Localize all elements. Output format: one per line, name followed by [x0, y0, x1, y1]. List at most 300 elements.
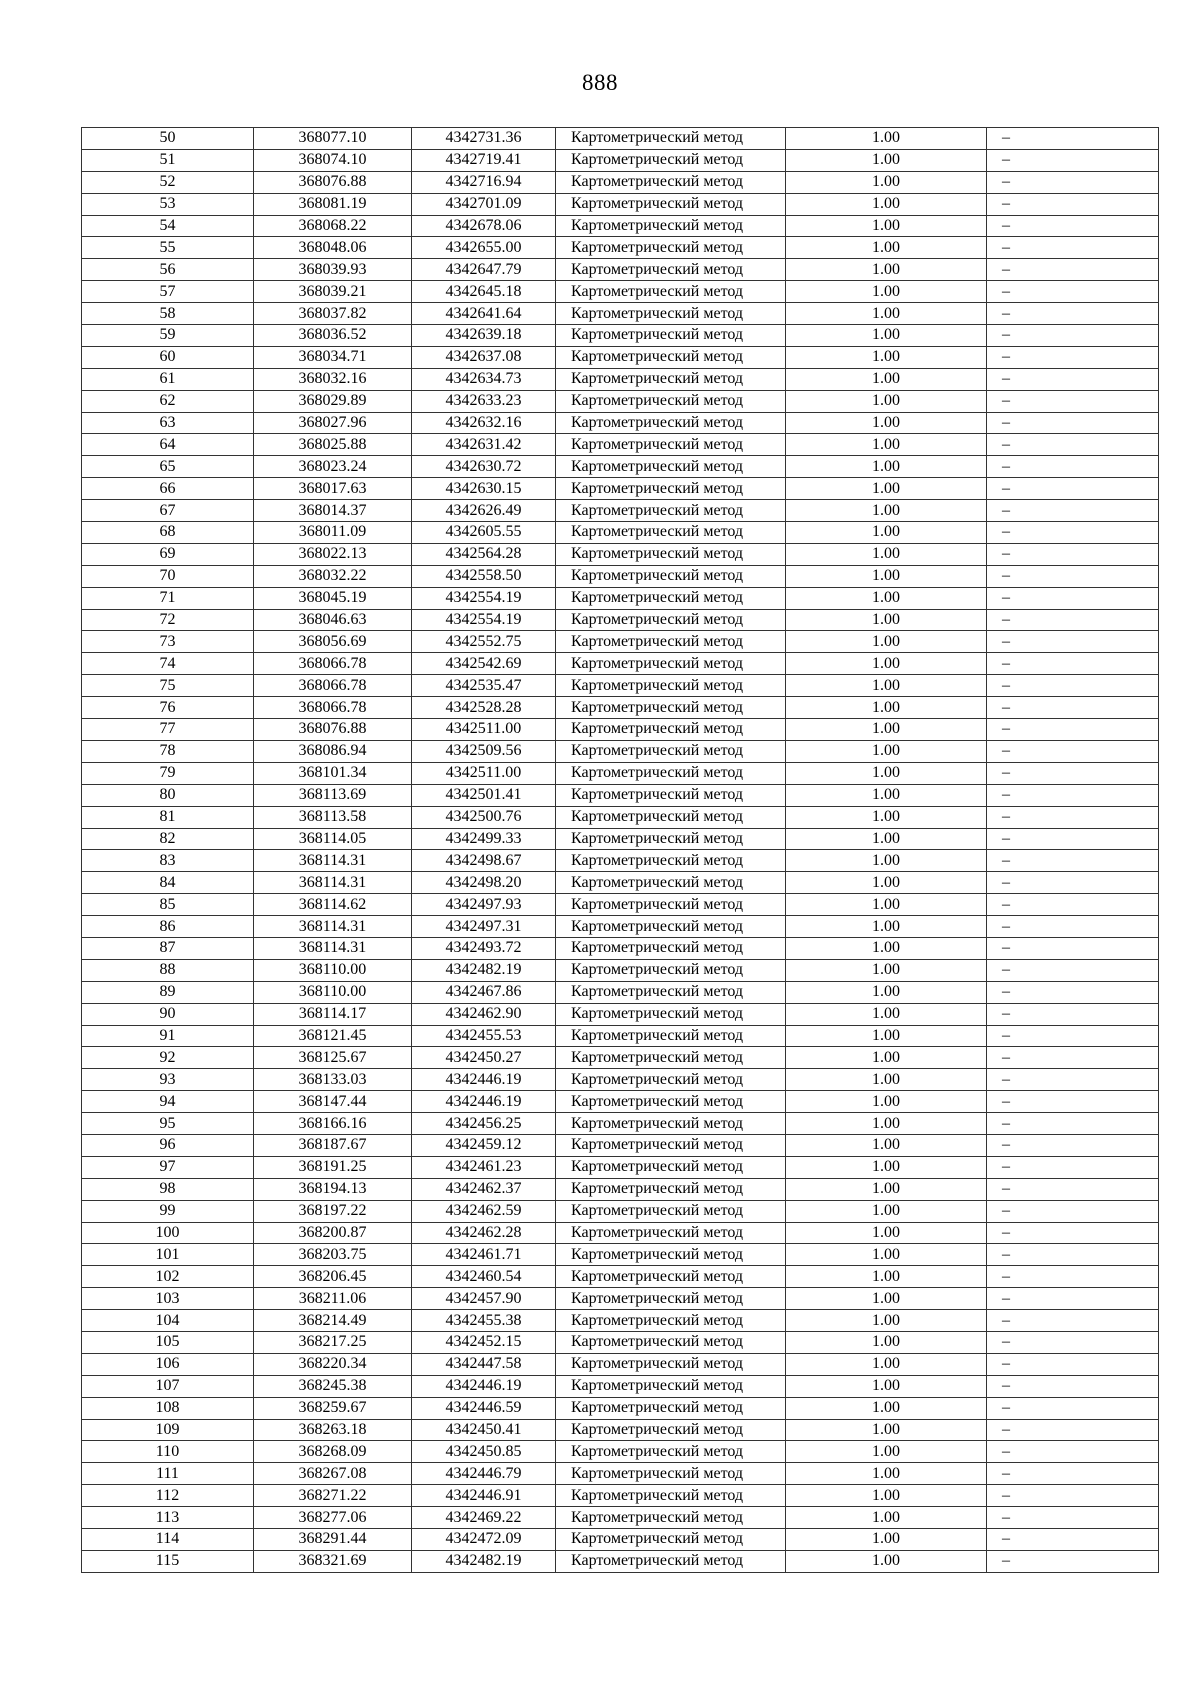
- x-coordinate-cell: 368194.13: [254, 1178, 412, 1200]
- x-coordinate-cell: 368125.67: [254, 1047, 412, 1069]
- x-coordinate-cell: 368114.17: [254, 1003, 412, 1025]
- table-row: [82, 1463, 1159, 1485]
- x-coordinate-cell: 368113.69: [254, 784, 412, 806]
- accuracy-cell: 1.00: [786, 1244, 987, 1266]
- accuracy-cell: 1.00: [786, 806, 987, 828]
- table-row: [82, 368, 1159, 390]
- y-coordinate-cell: 4342634.73: [412, 368, 556, 390]
- note-cell: –: [987, 587, 1159, 609]
- method-cell: Картометрический метод: [556, 587, 786, 609]
- method-cell: Картометрический метод: [556, 1222, 786, 1244]
- note-cell: –: [987, 631, 1159, 653]
- note-cell: –: [987, 149, 1159, 171]
- method-cell: Картометрический метод: [556, 171, 786, 193]
- table-row: [82, 587, 1159, 609]
- x-coordinate-cell: 368245.38: [254, 1375, 412, 1397]
- note-cell: –: [987, 281, 1159, 303]
- x-coordinate-cell: 368074.10: [254, 149, 412, 171]
- accuracy-cell: 1.00: [786, 784, 987, 806]
- method-cell: Картометрический метод: [556, 1485, 786, 1507]
- table-row: [82, 456, 1159, 478]
- method-cell: Картометрический метод: [556, 215, 786, 237]
- x-coordinate-cell: 368147.44: [254, 1091, 412, 1113]
- point-number-cell: 106: [82, 1353, 254, 1375]
- accuracy-cell: 1.00: [786, 1353, 987, 1375]
- y-coordinate-cell: 4342564.28: [412, 543, 556, 565]
- point-number-cell: 98: [82, 1178, 254, 1200]
- method-cell: Картометрический метод: [556, 390, 786, 412]
- accuracy-cell: 1.00: [786, 128, 987, 150]
- y-coordinate-cell: 4342678.06: [412, 215, 556, 237]
- method-cell: Картометрический метод: [556, 1331, 786, 1353]
- note-cell: –: [987, 1353, 1159, 1375]
- x-coordinate-cell: 368076.88: [254, 171, 412, 193]
- accuracy-cell: 1.00: [786, 1375, 987, 1397]
- y-coordinate-cell: 4342605.55: [412, 522, 556, 544]
- y-coordinate-cell: 4342482.19: [412, 1550, 556, 1572]
- point-number-cell: 107: [82, 1375, 254, 1397]
- note-cell: –: [987, 215, 1159, 237]
- y-coordinate-cell: 4342500.76: [412, 806, 556, 828]
- table-row: [82, 1485, 1159, 1507]
- x-coordinate-cell: 368259.67: [254, 1397, 412, 1419]
- note-cell: –: [987, 1310, 1159, 1332]
- note-cell: –: [987, 981, 1159, 1003]
- table-row: [82, 543, 1159, 565]
- method-cell: Картометрический метод: [556, 1178, 786, 1200]
- table-row: [82, 675, 1159, 697]
- x-coordinate-cell: 368200.87: [254, 1222, 412, 1244]
- coordinates-table-body: [82, 128, 1159, 1573]
- y-coordinate-cell: 4342498.67: [412, 850, 556, 872]
- y-coordinate-cell: 4342450.41: [412, 1419, 556, 1441]
- accuracy-cell: 1.00: [786, 478, 987, 500]
- note-cell: –: [987, 128, 1159, 150]
- accuracy-cell: 1.00: [786, 1091, 987, 1113]
- point-number-cell: 77: [82, 719, 254, 741]
- note-cell: –: [987, 719, 1159, 741]
- table-row: [82, 1331, 1159, 1353]
- y-coordinate-cell: 4342501.41: [412, 784, 556, 806]
- method-cell: Картометрический метод: [556, 456, 786, 478]
- method-cell: Картометрический метод: [556, 412, 786, 434]
- method-cell: Картометрический метод: [556, 1200, 786, 1222]
- note-cell: –: [987, 478, 1159, 500]
- point-number-cell: 54: [82, 215, 254, 237]
- x-coordinate-cell: 368187.67: [254, 1134, 412, 1156]
- table-row: [82, 281, 1159, 303]
- method-cell: Картометрический метод: [556, 1266, 786, 1288]
- y-coordinate-cell: 4342459.12: [412, 1134, 556, 1156]
- accuracy-cell: 1.00: [786, 1069, 987, 1091]
- y-coordinate-cell: 4342460.54: [412, 1266, 556, 1288]
- note-cell: –: [987, 1156, 1159, 1178]
- note-cell: –: [987, 390, 1159, 412]
- method-cell: Картометрический метод: [556, 325, 786, 347]
- x-coordinate-cell: 368191.25: [254, 1156, 412, 1178]
- x-coordinate-cell: 368045.19: [254, 587, 412, 609]
- x-coordinate-cell: 368011.09: [254, 522, 412, 544]
- y-coordinate-cell: 4342462.59: [412, 1200, 556, 1222]
- accuracy-cell: 1.00: [786, 193, 987, 215]
- point-number-cell: 86: [82, 916, 254, 938]
- accuracy-cell: 1.00: [786, 1156, 987, 1178]
- table-row: [82, 346, 1159, 368]
- table-row: [82, 478, 1159, 500]
- point-number-cell: 95: [82, 1113, 254, 1135]
- point-number-cell: 79: [82, 762, 254, 784]
- y-coordinate-cell: 4342552.75: [412, 631, 556, 653]
- y-coordinate-cell: 4342493.72: [412, 937, 556, 959]
- point-number-cell: 99: [82, 1200, 254, 1222]
- accuracy-cell: 1.00: [786, 1113, 987, 1135]
- point-number-cell: 53: [82, 193, 254, 215]
- x-coordinate-cell: 368037.82: [254, 303, 412, 325]
- method-cell: Картометрический метод: [556, 1441, 786, 1463]
- accuracy-cell: 1.00: [786, 1397, 987, 1419]
- x-coordinate-cell: 368291.44: [254, 1529, 412, 1551]
- table-row: [82, 1310, 1159, 1332]
- table-row: [82, 1113, 1159, 1135]
- y-coordinate-cell: 4342511.00: [412, 719, 556, 741]
- point-number-cell: 81: [82, 806, 254, 828]
- accuracy-cell: 1.00: [786, 937, 987, 959]
- x-coordinate-cell: 368036.52: [254, 325, 412, 347]
- accuracy-cell: 1.00: [786, 1507, 987, 1529]
- method-cell: Картометрический метод: [556, 981, 786, 1003]
- y-coordinate-cell: 4342558.50: [412, 565, 556, 587]
- y-coordinate-cell: 4342655.00: [412, 237, 556, 259]
- accuracy-cell: 1.00: [786, 1288, 987, 1310]
- y-coordinate-cell: 4342641.64: [412, 303, 556, 325]
- point-number-cell: 50: [82, 128, 254, 150]
- method-cell: Картометрический метод: [556, 1550, 786, 1572]
- note-cell: –: [987, 237, 1159, 259]
- y-coordinate-cell: 4342452.15: [412, 1331, 556, 1353]
- y-coordinate-cell: 4342497.93: [412, 894, 556, 916]
- x-coordinate-cell: 368114.05: [254, 828, 412, 850]
- y-coordinate-cell: 4342647.79: [412, 259, 556, 281]
- method-cell: Картометрический метод: [556, 675, 786, 697]
- accuracy-cell: 1.00: [786, 171, 987, 193]
- point-number-cell: 60: [82, 346, 254, 368]
- accuracy-cell: 1.00: [786, 675, 987, 697]
- y-coordinate-cell: 4342631.42: [412, 434, 556, 456]
- table-row: [82, 697, 1159, 719]
- note-cell: –: [987, 1113, 1159, 1135]
- method-cell: Картометрический метод: [556, 784, 786, 806]
- method-cell: Картометрический метод: [556, 872, 786, 894]
- accuracy-cell: 1.00: [786, 1550, 987, 1572]
- table-row: [82, 1244, 1159, 1266]
- accuracy-cell: 1.00: [786, 1134, 987, 1156]
- y-coordinate-cell: 4342457.90: [412, 1288, 556, 1310]
- accuracy-cell: 1.00: [786, 719, 987, 741]
- accuracy-cell: 1.00: [786, 828, 987, 850]
- y-coordinate-cell: 4342462.28: [412, 1222, 556, 1244]
- note-cell: –: [987, 1529, 1159, 1551]
- method-cell: Картометрический метод: [556, 609, 786, 631]
- y-coordinate-cell: 4342456.25: [412, 1113, 556, 1135]
- accuracy-cell: 1.00: [786, 609, 987, 631]
- y-coordinate-cell: 4342630.15: [412, 478, 556, 500]
- table-row: [82, 303, 1159, 325]
- note-cell: –: [987, 565, 1159, 587]
- point-number-cell: 101: [82, 1244, 254, 1266]
- method-cell: Картометрический метод: [556, 434, 786, 456]
- accuracy-cell: 1.00: [786, 697, 987, 719]
- y-coordinate-cell: 4342462.37: [412, 1178, 556, 1200]
- accuracy-cell: 1.00: [786, 872, 987, 894]
- method-cell: Картометрический метод: [556, 631, 786, 653]
- point-number-cell: 100: [82, 1222, 254, 1244]
- x-coordinate-cell: 368114.31: [254, 937, 412, 959]
- table-row: [82, 390, 1159, 412]
- point-number-cell: 105: [82, 1331, 254, 1353]
- point-number-cell: 103: [82, 1288, 254, 1310]
- y-coordinate-cell: 4342446.91: [412, 1485, 556, 1507]
- y-coordinate-cell: 4342499.33: [412, 828, 556, 850]
- point-number-cell: 113: [82, 1507, 254, 1529]
- point-number-cell: 88: [82, 959, 254, 981]
- table-row: [82, 653, 1159, 675]
- point-number-cell: 59: [82, 325, 254, 347]
- point-number-cell: 91: [82, 1025, 254, 1047]
- point-number-cell: 80: [82, 784, 254, 806]
- note-cell: –: [987, 828, 1159, 850]
- x-coordinate-cell: 368263.18: [254, 1419, 412, 1441]
- method-cell: Картометрический метод: [556, 719, 786, 741]
- accuracy-cell: 1.00: [786, 325, 987, 347]
- table-row: [82, 1091, 1159, 1113]
- y-coordinate-cell: 4342542.69: [412, 653, 556, 675]
- accuracy-cell: 1.00: [786, 981, 987, 1003]
- x-coordinate-cell: 368077.10: [254, 128, 412, 150]
- x-coordinate-cell: 368211.06: [254, 1288, 412, 1310]
- point-number-cell: 110: [82, 1441, 254, 1463]
- x-coordinate-cell: 368206.45: [254, 1266, 412, 1288]
- x-coordinate-cell: 368214.49: [254, 1310, 412, 1332]
- point-number-cell: 62: [82, 390, 254, 412]
- table-row: [82, 434, 1159, 456]
- point-number-cell: 87: [82, 937, 254, 959]
- point-number-cell: 58: [82, 303, 254, 325]
- table-row: [82, 128, 1159, 150]
- y-coordinate-cell: 4342630.72: [412, 456, 556, 478]
- accuracy-cell: 1.00: [786, 1310, 987, 1332]
- note-cell: –: [987, 346, 1159, 368]
- table-row: [82, 237, 1159, 259]
- method-cell: Картометрический метод: [556, 303, 786, 325]
- method-cell: Картометрический метод: [556, 128, 786, 150]
- method-cell: Картометрический метод: [556, 1134, 786, 1156]
- note-cell: –: [987, 456, 1159, 478]
- y-coordinate-cell: 4342450.27: [412, 1047, 556, 1069]
- point-number-cell: 70: [82, 565, 254, 587]
- x-coordinate-cell: 368068.22: [254, 215, 412, 237]
- point-number-cell: 90: [82, 1003, 254, 1025]
- accuracy-cell: 1.00: [786, 1441, 987, 1463]
- x-coordinate-cell: 368039.93: [254, 259, 412, 281]
- point-number-cell: 97: [82, 1156, 254, 1178]
- accuracy-cell: 1.00: [786, 456, 987, 478]
- note-cell: –: [987, 1397, 1159, 1419]
- method-cell: Картометрический метод: [556, 1091, 786, 1113]
- accuracy-cell: 1.00: [786, 303, 987, 325]
- coordinates-table: [81, 127, 1159, 1573]
- x-coordinate-cell: 368023.24: [254, 456, 412, 478]
- point-number-cell: 94: [82, 1091, 254, 1113]
- note-cell: –: [987, 1550, 1159, 1572]
- note-cell: –: [987, 1025, 1159, 1047]
- y-coordinate-cell: 4342455.38: [412, 1310, 556, 1332]
- y-coordinate-cell: 4342447.58: [412, 1353, 556, 1375]
- table-row: [82, 1507, 1159, 1529]
- note-cell: –: [987, 1244, 1159, 1266]
- x-coordinate-cell: 368321.69: [254, 1550, 412, 1572]
- y-coordinate-cell: 4342554.19: [412, 587, 556, 609]
- table-row: [82, 762, 1159, 784]
- y-coordinate-cell: 4342497.31: [412, 916, 556, 938]
- accuracy-cell: 1.00: [786, 434, 987, 456]
- method-cell: Картометрический метод: [556, 1244, 786, 1266]
- note-cell: –: [987, 171, 1159, 193]
- accuracy-cell: 1.00: [786, 522, 987, 544]
- method-cell: Картометрический метод: [556, 346, 786, 368]
- x-coordinate-cell: 368121.45: [254, 1025, 412, 1047]
- method-cell: Картометрический метод: [556, 565, 786, 587]
- method-cell: Картометрический метод: [556, 894, 786, 916]
- accuracy-cell: 1.00: [786, 587, 987, 609]
- table-row: [82, 1529, 1159, 1551]
- accuracy-cell: 1.00: [786, 1047, 987, 1069]
- table-row: [82, 1069, 1159, 1091]
- y-coordinate-cell: 4342462.90: [412, 1003, 556, 1025]
- point-number-cell: 67: [82, 500, 254, 522]
- note-cell: –: [987, 959, 1159, 981]
- y-coordinate-cell: 4342446.79: [412, 1463, 556, 1485]
- x-coordinate-cell: 368268.09: [254, 1441, 412, 1463]
- table-row: [82, 1550, 1159, 1572]
- x-coordinate-cell: 368032.22: [254, 565, 412, 587]
- point-number-cell: 51: [82, 149, 254, 171]
- x-coordinate-cell: 368048.06: [254, 237, 412, 259]
- point-number-cell: 56: [82, 259, 254, 281]
- note-cell: –: [987, 937, 1159, 959]
- point-number-cell: 96: [82, 1134, 254, 1156]
- x-coordinate-cell: 368066.78: [254, 675, 412, 697]
- note-cell: –: [987, 434, 1159, 456]
- point-number-cell: 109: [82, 1419, 254, 1441]
- note-cell: –: [987, 412, 1159, 434]
- accuracy-cell: 1.00: [786, 237, 987, 259]
- y-coordinate-cell: 4342645.18: [412, 281, 556, 303]
- method-cell: Картометрический метод: [556, 762, 786, 784]
- y-coordinate-cell: 4342446.59: [412, 1397, 556, 1419]
- note-cell: –: [987, 325, 1159, 347]
- table-row: [82, 1353, 1159, 1375]
- table-row: [82, 1178, 1159, 1200]
- accuracy-cell: 1.00: [786, 1003, 987, 1025]
- table-row: [82, 1222, 1159, 1244]
- method-cell: Картометрический метод: [556, 937, 786, 959]
- table-row: [82, 1266, 1159, 1288]
- accuracy-cell: 1.00: [786, 916, 987, 938]
- y-coordinate-cell: 4342633.23: [412, 390, 556, 412]
- method-cell: Картометрический метод: [556, 1288, 786, 1310]
- point-number-cell: 74: [82, 653, 254, 675]
- x-coordinate-cell: 368066.78: [254, 653, 412, 675]
- method-cell: Картометрический метод: [556, 1507, 786, 1529]
- x-coordinate-cell: 368086.94: [254, 740, 412, 762]
- point-number-cell: 112: [82, 1485, 254, 1507]
- method-cell: Картометрический метод: [556, 1397, 786, 1419]
- table-row: [82, 171, 1159, 193]
- method-cell: Картометрический метод: [556, 1375, 786, 1397]
- point-number-cell: 84: [82, 872, 254, 894]
- point-number-cell: 57: [82, 281, 254, 303]
- accuracy-cell: 1.00: [786, 215, 987, 237]
- accuracy-cell: 1.00: [786, 653, 987, 675]
- method-cell: Картометрический метод: [556, 522, 786, 544]
- note-cell: –: [987, 500, 1159, 522]
- x-coordinate-cell: 368217.25: [254, 1331, 412, 1353]
- x-coordinate-cell: 368056.69: [254, 631, 412, 653]
- table-row: [82, 1003, 1159, 1025]
- note-cell: –: [987, 522, 1159, 544]
- table-row: [82, 149, 1159, 171]
- accuracy-cell: 1.00: [786, 850, 987, 872]
- point-number-cell: 66: [82, 478, 254, 500]
- y-coordinate-cell: 4342716.94: [412, 171, 556, 193]
- method-cell: Картометрический метод: [556, 1069, 786, 1091]
- y-coordinate-cell: 4342482.19: [412, 959, 556, 981]
- accuracy-cell: 1.00: [786, 543, 987, 565]
- method-cell: Картометрический метод: [556, 1419, 786, 1441]
- table-row: [82, 719, 1159, 741]
- point-number-cell: 55: [82, 237, 254, 259]
- accuracy-cell: 1.00: [786, 1485, 987, 1507]
- x-coordinate-cell: 368039.21: [254, 281, 412, 303]
- y-coordinate-cell: 4342467.86: [412, 981, 556, 1003]
- y-coordinate-cell: 4342446.19: [412, 1069, 556, 1091]
- note-cell: –: [987, 1047, 1159, 1069]
- method-cell: Картометрический метод: [556, 193, 786, 215]
- method-cell: Картометрический метод: [556, 1113, 786, 1135]
- note-cell: –: [987, 1463, 1159, 1485]
- table-row: [82, 412, 1159, 434]
- accuracy-cell: 1.00: [786, 1331, 987, 1353]
- table-row: [82, 872, 1159, 894]
- accuracy-cell: 1.00: [786, 259, 987, 281]
- note-cell: –: [987, 303, 1159, 325]
- note-cell: –: [987, 1375, 1159, 1397]
- note-cell: –: [987, 609, 1159, 631]
- x-coordinate-cell: 368114.31: [254, 916, 412, 938]
- accuracy-cell: 1.00: [786, 1200, 987, 1222]
- note-cell: –: [987, 675, 1159, 697]
- x-coordinate-cell: 368110.00: [254, 981, 412, 1003]
- table-row: [82, 1156, 1159, 1178]
- point-number-cell: 83: [82, 850, 254, 872]
- note-cell: –: [987, 1331, 1159, 1353]
- accuracy-cell: 1.00: [786, 1463, 987, 1485]
- table-row: [82, 500, 1159, 522]
- point-number-cell: 102: [82, 1266, 254, 1288]
- y-coordinate-cell: 4342446.19: [412, 1091, 556, 1113]
- point-number-cell: 92: [82, 1047, 254, 1069]
- table-row: [82, 1397, 1159, 1419]
